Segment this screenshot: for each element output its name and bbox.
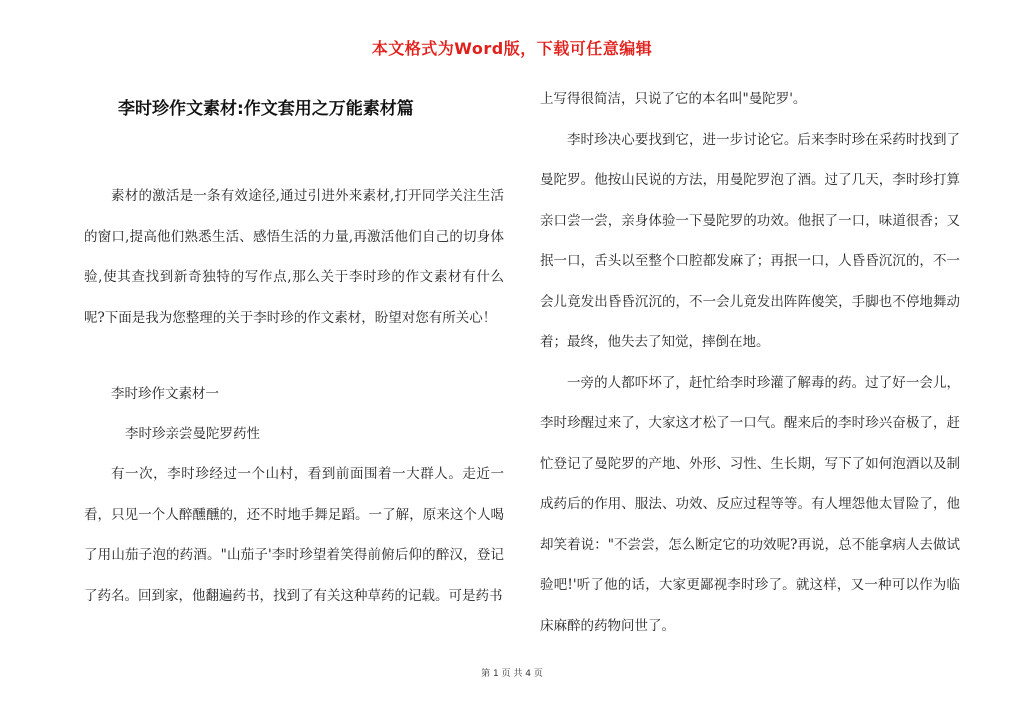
- section-title: 李时珍作文素材一: [111, 386, 219, 402]
- document-title: 李时珍作文素材:作文套用之万能素材篇: [118, 99, 414, 119]
- story-paragraph-3: 一旁的人都吓坏了，赶忙给李时珍灌了解毒的药。过了好一会儿，李时珍醒过来了，大家这才松了一口气。醒来后的李时珍兴奋极了，赶忙登记了曼陀罗的产地、外形、习性、生长期，写下了如何泡酒以及制成药后的作用、服法、功效、反应过程等等。有人埋怨他太冒险了，他却笑着说："不尝尝，怎么断定它的功效呢?再说，总不能拿病人去做试验吧!'听了他的话，大家更鄙视李时珍了。就这样，又一种可以作为临床麻醉的药物问世了。: [540, 374, 960, 634]
- story-paragraph-2: 李时珍决心要找到它，进一步讨论它。后来李时珍在采药时找到了曼陀罗。他按山民说的方法，用曼陀罗泡了酒。过了几天，李时珍打算亲口尝一尝，亲身体验一下曼陀罗的功效。他抿了一口，味道很香；又抿一口，舌头以至整个口腔都发麻了；再抿一口，人昏昏沉沉的，不一会儿竟发出昏昏沉沉的，不一会儿竟发出阵阵傻笑，手脚也不停地舞动着；最终，他失去了知觉，摔倒在地。: [540, 131, 960, 350]
- right-column: [540, 79, 960, 646]
- left-column: [84, 176, 504, 616]
- story-paragraph-1-continued: 上写得很简洁，只说了它的本名叫"曼陀罗'。: [540, 91, 807, 107]
- intro-paragraph: 素材的激活是一条有效途径,通过引进外来素材,打开同学关注生活的窗口,提高他们熟悉生活、感悟生活的力量,再激活他们自己的切身体验,使其查找到新奇独特的写作点,那么关于李时珍的作文素材有什么呢?下面是我为您整理的关于李时珍的作文素材，盼望对您有所关心！: [84, 188, 504, 326]
- section-subtitle: 李时珍亲尝曼陀罗药性: [125, 426, 260, 442]
- page-footer: 第 1 页 共 4 页: [481, 669, 543, 679]
- download-banner: 本文格式为Word版，下载可任意编辑: [371, 39, 653, 58]
- story-paragraph-1: 有一次，李时珍经过一个山村，看到前面围着一大群人。走近一看，只见一个人醉醺醺的，还不时地手舞足蹈。一了解，原来这个人喝了用山茄子泡的药酒。"山茄子'李时珍望着笑得前俯后仰的醉汉，登记了药名。回到家，他翻遍药书，找到了有关这种草药的记载。可是药书: [84, 466, 504, 604]
